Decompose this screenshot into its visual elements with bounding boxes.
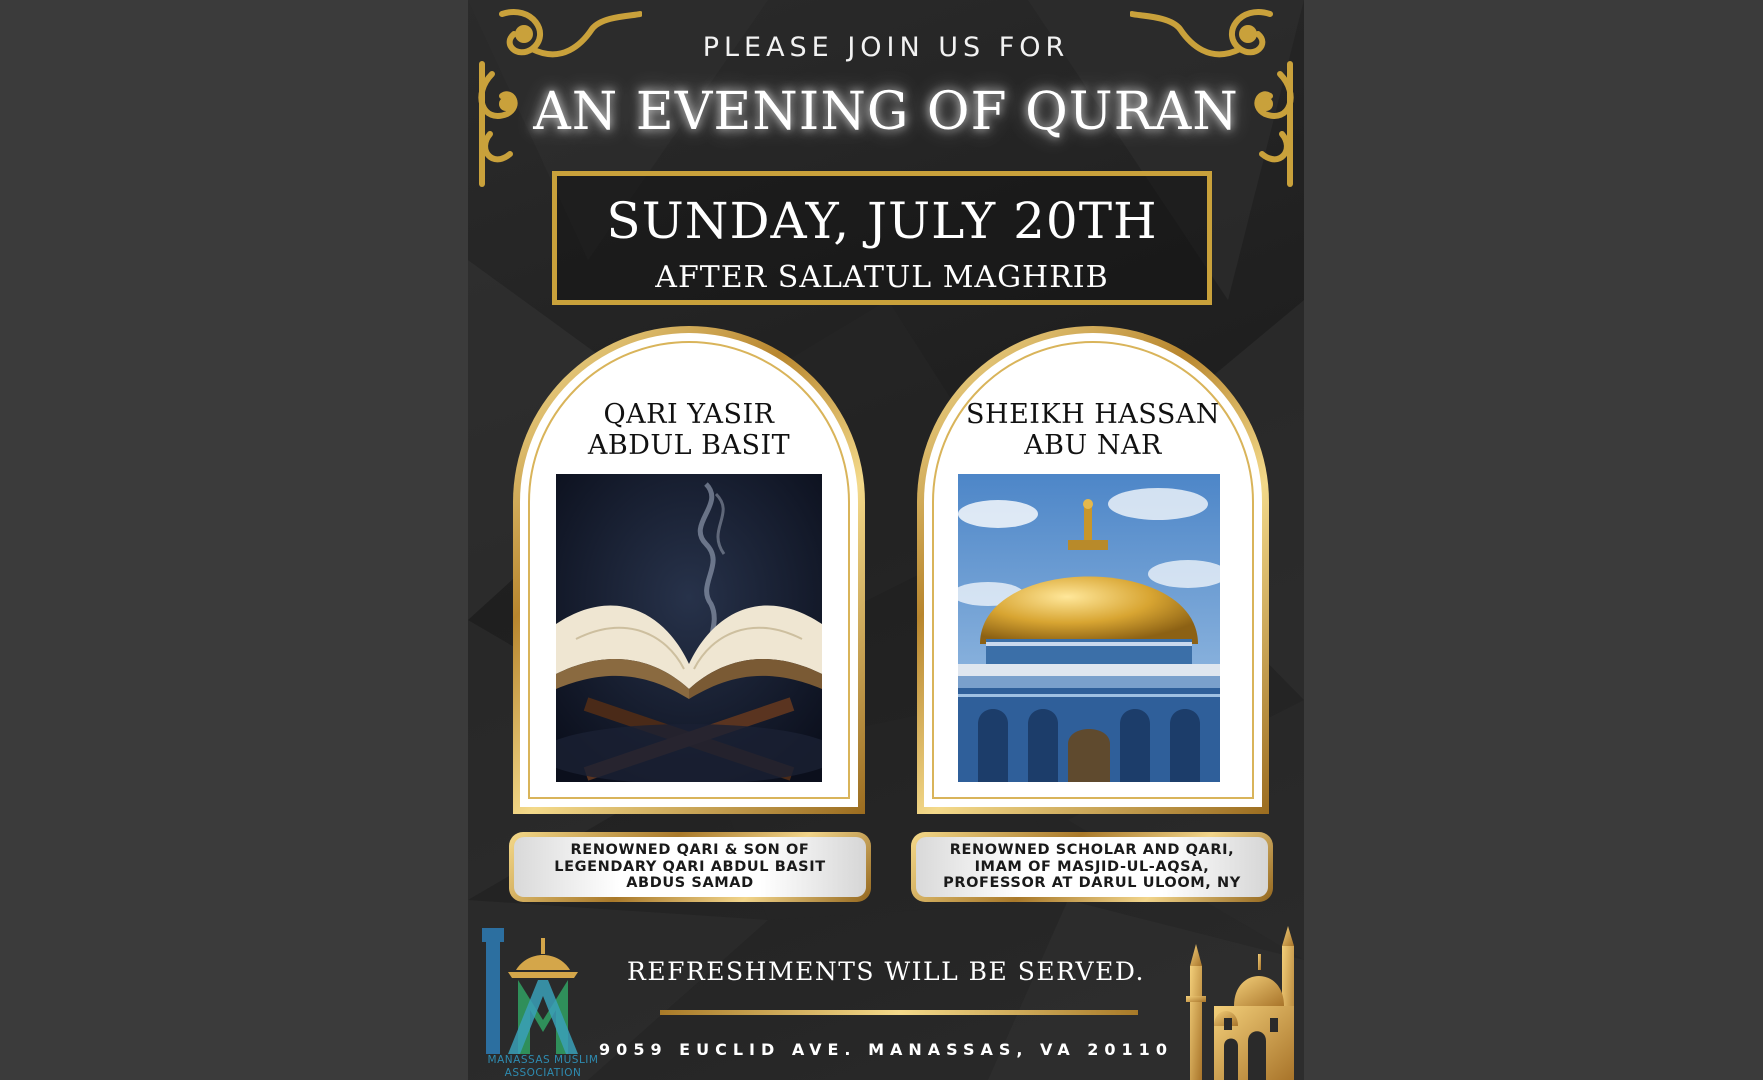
- arch-frame: [924, 333, 1262, 807]
- bio-line: LEGENDARY QARI ABDUL BASIT: [554, 858, 826, 875]
- venue-address: 9059 EUCLID AVE. MANASSAS, VA 20110: [599, 1040, 1173, 1059]
- bio-line: RENOWNED SCHOLAR AND QARI,: [949, 842, 1235, 859]
- invite-line: PLEASE JOIN US FOR: [702, 32, 1070, 63]
- organization-logo: [478, 920, 608, 1080]
- speaker-name-line: SHEIKH HASSAN: [966, 399, 1220, 430]
- event-title: AN EVENING OF QURAN: [533, 82, 1239, 142]
- bio-line: RENOWNED QARI & SON OF: [570, 842, 810, 859]
- refreshments-note: REFRESHMENTS WILL BE SERVED.: [627, 957, 1145, 986]
- speaker-name-line: ABDUL BASIT: [587, 430, 791, 461]
- bio-text: [514, 837, 866, 897]
- event-time: AFTER SALATUL MAGHRIB: [655, 260, 1109, 295]
- speaker-name-line: ABU NAR: [1024, 430, 1162, 461]
- speaker-bio-1: [509, 832, 871, 902]
- speaker-name: [924, 399, 1262, 461]
- event-flyer: [468, 0, 1304, 1080]
- bio-line: ABDUS SAMAD: [626, 875, 754, 892]
- mosque-silhouette-icon: [1174, 926, 1304, 1080]
- dome-of-the-rock-icon: [958, 474, 1220, 782]
- bio-text: [916, 837, 1268, 897]
- event-date: SUNDAY, JULY 20TH: [606, 192, 1158, 250]
- speaker-card-1: [513, 326, 865, 814]
- logo-wordmark: MANASSAS MUSLIM ASSOCIATION: [487, 1054, 599, 1079]
- gold-divider: [660, 1010, 1138, 1015]
- date-box: [552, 171, 1212, 305]
- arch-frame: [520, 333, 858, 807]
- speaker-bio-2: [911, 832, 1273, 902]
- bio-line: IMAM OF MASJID-UL-AQSA,: [974, 858, 1210, 875]
- bio-line: PROFESSOR AT DARUL ULOOM, NY: [943, 875, 1241, 892]
- speaker-card-2: [917, 326, 1269, 814]
- speaker-name: [520, 399, 858, 461]
- speaker-name-line: QARI YASIR: [603, 399, 775, 430]
- open-quran-on-stand-icon: [556, 474, 822, 782]
